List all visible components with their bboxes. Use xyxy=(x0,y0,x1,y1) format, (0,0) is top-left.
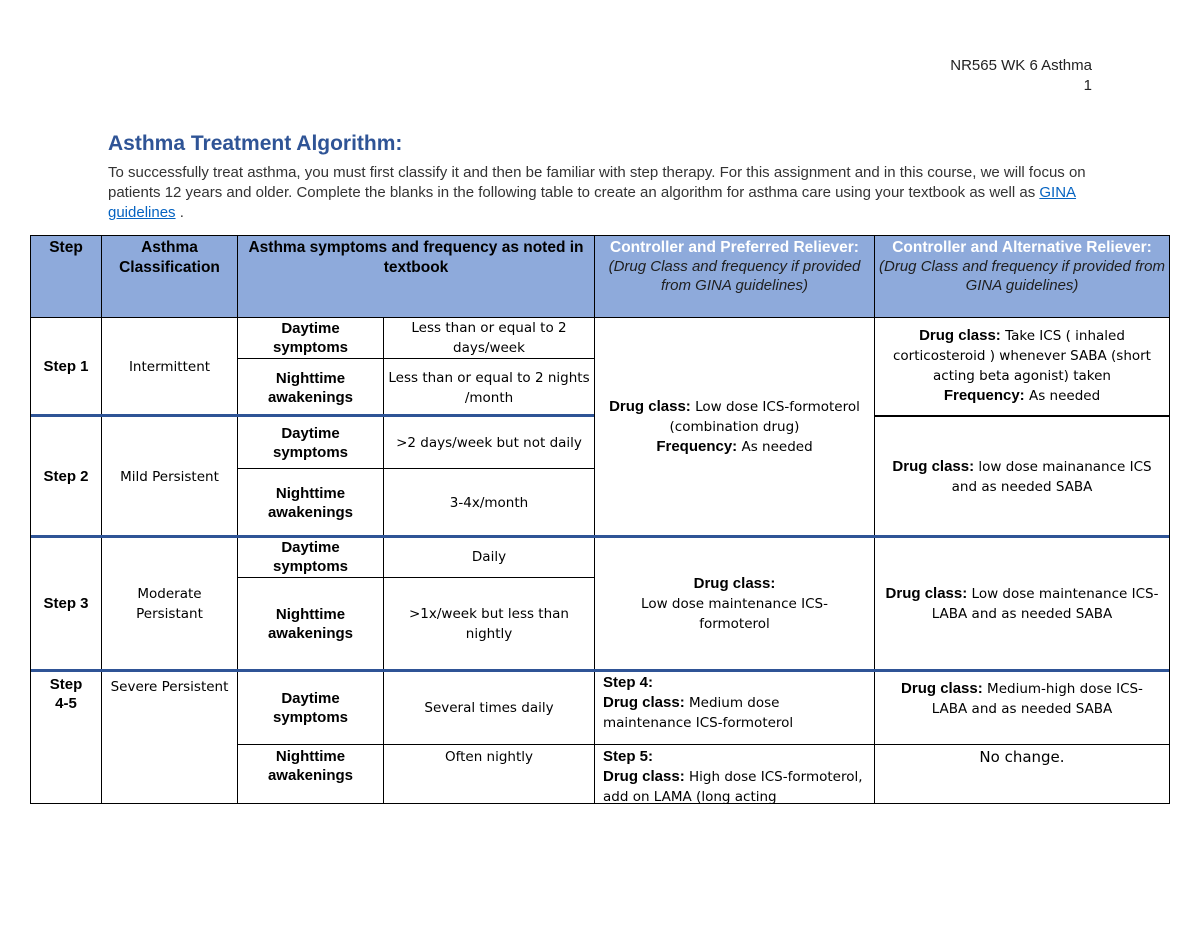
step1-nighttime-label: Nighttime awakenings xyxy=(237,358,383,416)
asthma-table xyxy=(30,235,1170,804)
steps12-preferred-drug: Drug class: Low dose ICS-formoterol (combination drug) xyxy=(609,398,860,435)
step1-classification: Intermittent xyxy=(101,317,237,416)
step45-nighttime-label: Nighttime awakenings xyxy=(237,744,383,804)
steps12-preferred xyxy=(594,317,874,536)
divider-alt-step1 xyxy=(874,415,1170,417)
intro-end: . xyxy=(175,204,184,221)
divider-step1-step2 xyxy=(30,414,594,417)
course-label: NR565 WK 6 Asthma xyxy=(950,57,1092,74)
step3-alternative: Drug class: Low dose maintenance ICS-LABA and as needed SABA xyxy=(874,536,1170,670)
step45-daytime-label: Daytime symptoms xyxy=(237,670,383,744)
step3-daytime-value: Daily xyxy=(383,536,594,577)
step1-label: Step 1 xyxy=(30,317,101,416)
step5-preferred: Step 5: Drug class: High dose ICS-formoterol, add on LAMA (long acting xyxy=(594,744,874,804)
step2-daytime-label: Daytime symptoms xyxy=(237,416,383,468)
step45-nighttime-value: Often nightly xyxy=(383,744,594,804)
step3-daytime-label: Daytime symptoms xyxy=(237,536,383,577)
header-alternative-title: Controller and Alternative Reliever: xyxy=(892,239,1152,256)
step45-label: Step 4-5 xyxy=(30,670,101,804)
step4-preferred: Step 4: Drug class: Medium dose maintenance ICS-formoterol xyxy=(594,670,874,744)
step3-preferred: Drug class: Low dose maintenance ICS-formoterol xyxy=(594,536,874,670)
step45-classification: Severe Persistent xyxy=(101,670,237,804)
divider-step3-step45 xyxy=(30,669,1170,672)
header-symptoms: Asthma symptoms and frequency as noted in textbook xyxy=(237,235,594,317)
step2-classification: Mild Persistent xyxy=(101,416,237,536)
step3-label: Step 3 xyxy=(30,536,101,670)
step2-daytime-value: >2 days/week but not daily xyxy=(383,416,594,468)
header-alternative-note: (Drug Class and frequency if provided from GINA guidelines) xyxy=(879,258,1165,294)
steps12-preferred-frequency: Frequency: As needed xyxy=(656,438,813,455)
step45-daytime-value: Several times daily xyxy=(383,670,594,744)
page-title: Asthma Treatment Algorithm: xyxy=(108,132,403,155)
step1-nighttime-value: Less than or equal to 2 nights /month xyxy=(383,358,594,416)
step1-daytime-value: Less than or equal to 2 days/week xyxy=(383,317,594,358)
page-number: 1 xyxy=(1083,77,1092,94)
step3-nighttime-value: >1x/week but less than nightly xyxy=(383,577,594,670)
step1-alternative: Drug class: Take ICS ( inhaled corticosteroid ) whenever SABA (short acting beta agonist) taken Frequency: As needed xyxy=(874,317,1170,416)
step2-alternative: Drug class: low dose mainanance ICS and as needed SABA xyxy=(874,416,1170,536)
step3-classification: Moderate Persistant xyxy=(101,536,237,670)
divider-step2-step3 xyxy=(30,535,1170,538)
step2-nighttime-value: 3-4x/month xyxy=(383,468,594,536)
header-alternative xyxy=(874,235,1170,317)
step2-label: Step 2 xyxy=(30,416,101,536)
header-preferred-title: Controller and Preferred Reliever: xyxy=(610,239,859,256)
step5-alternative: No change. xyxy=(874,744,1170,804)
gina-guidelines-link[interactable]: GINA guidelines xyxy=(108,184,1077,221)
header-preferred-note: (Drug Class and frequency if provided from GINA guidelines) xyxy=(608,258,861,294)
header-preferred xyxy=(594,235,874,317)
step1-daytime-label: Daytime symptoms xyxy=(237,317,383,358)
intro-text: To successfully treat asthma, you must first classify it and then be familiar with step therapy. For this assignment and in this course, we will focus on patients 12 years and older. Complete the blanks in the following table to create an algorithm for asthma care using your textbook as well as xyxy=(108,164,1086,201)
intro-paragraph xyxy=(108,163,1098,223)
header-classification: Asthma Classification xyxy=(101,235,237,317)
step3-nighttime-label: Nighttime awakenings xyxy=(237,577,383,670)
page-header xyxy=(950,56,1092,96)
header-step: Step xyxy=(30,235,101,317)
step2-nighttime-label: Nighttime awakenings xyxy=(237,468,383,536)
step4-alternative: Drug class: Medium-high dose ICS-LABA and as needed SABA xyxy=(874,670,1170,744)
